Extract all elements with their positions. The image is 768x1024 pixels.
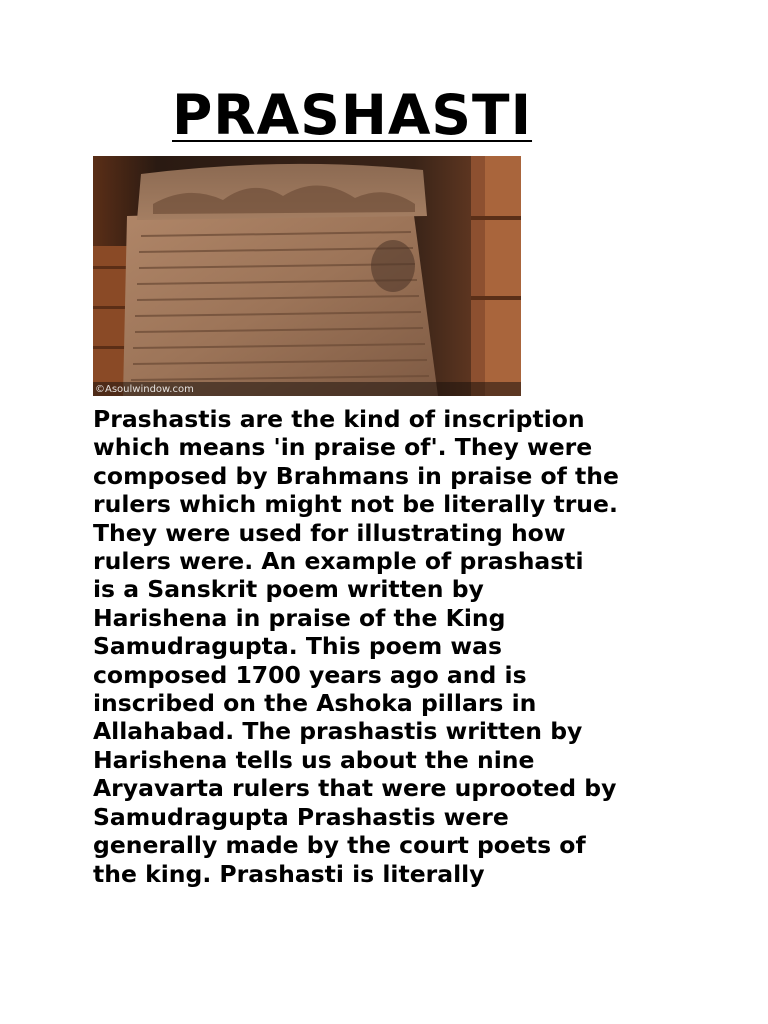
- paragraph-line: Samudragupta. This poem was: [93, 632, 502, 661]
- paragraph-line: is a Sanskrit poem written by: [93, 575, 484, 604]
- paragraph-line: generally made by the court poets of: [93, 831, 586, 860]
- paragraph-line: Harishena in praise of the King: [93, 603, 506, 632]
- paragraph-line: Allahabad. The prashastis written by: [93, 717, 583, 746]
- inscription-photo: [93, 156, 521, 396]
- paragraph-line: Harishena tells us about the nine: [93, 745, 535, 774]
- page-title: PRASHASTI: [172, 83, 533, 147]
- paragraph-line: Prashastis are the kind of inscription: [93, 405, 585, 433]
- paragraph-line: Aryavarta rulers that were uprooted by: [93, 774, 617, 803]
- paragraph-line: the king. Prashasti is literally: [93, 859, 485, 888]
- body-paragraph: [93, 405, 703, 888]
- paragraph-line: rulers which might not be literally true.: [93, 490, 618, 519]
- paragraph-line: which means 'in praise of'. They were: [93, 433, 593, 462]
- image-watermark: ©Asoulwindow.com: [95, 384, 194, 395]
- paragraph-line: composed 1700 years ago and is: [93, 660, 527, 689]
- paragraph-line: composed by Brahmans in praise of the: [93, 461, 619, 490]
- paragraph-line: Samudragupta Prashastis were: [93, 802, 509, 831]
- inscription-tablet-image: [93, 156, 521, 396]
- paragraph-line: inscribed on the Ashoka pillars in: [93, 689, 537, 718]
- paragraph-line: They were used for illustrating how: [93, 518, 566, 547]
- paragraph-line: rulers were. An example of prashasti: [93, 547, 584, 576]
